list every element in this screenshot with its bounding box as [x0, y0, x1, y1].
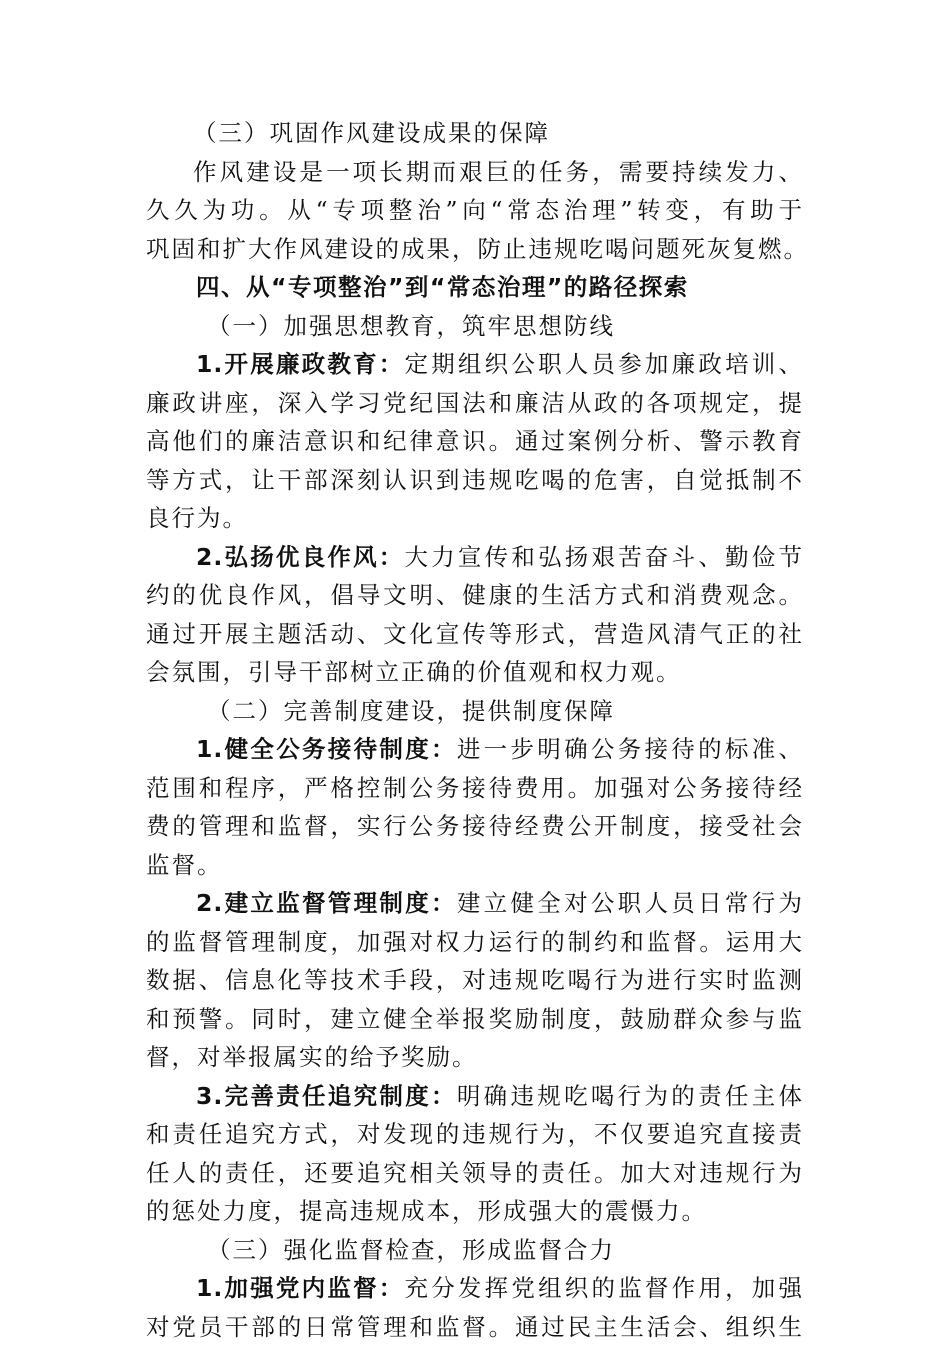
list-item — [146, 1269, 804, 1346]
subsection-heading: （一）加强思想教育，筑牢思想防线 — [146, 307, 804, 346]
paragraph-line: 良行为。 — [146, 499, 804, 538]
paragraph-line: 监督。 — [146, 846, 804, 885]
paragraph-line: 高他们的廉洁意识和纪律意识。通过案例分析、警示教育 — [146, 422, 804, 461]
list-item — [146, 538, 804, 692]
item-text: 定期组织公职人员参加廉政培训、 — [405, 350, 805, 378]
paragraph-line: 对党员干部的日常管理和监督。通过民主生活会、组织生 — [146, 1308, 804, 1346]
item-text: 明确违规吃喝行为的责任主体 — [457, 1082, 804, 1110]
paragraph-line: 约的优良作风，倡导文明、健康的生活方式和消费观念。 — [146, 576, 804, 615]
paragraph-line: 任人的责任，还要追究相关领导的责任。加大对违规行为 — [146, 1154, 804, 1193]
paragraph-line: 和预警。同时，建立健全举报奖励制度，鼓励群众参与监 — [146, 1000, 804, 1039]
item-title: 3.完善责任追究制度： — [196, 1082, 457, 1110]
paragraph-line: 会氛围，引导干部树立正确的价值观和权力观。 — [146, 653, 804, 692]
paragraph — [146, 153, 804, 269]
item-text: 进一步明确公务接待的标准、 — [457, 735, 804, 763]
list-item — [146, 1077, 804, 1231]
paragraph-line: 数据、信息化等技术手段，对违规吃喝行为进行实时监测 — [146, 961, 804, 1000]
paragraph-line: 久久为功。从“专项整治”向“常态治理”转变，有助于 — [146, 191, 804, 230]
paragraph-line: 作风建设是一项长期而艰巨的任务，需要持续发力、 — [146, 153, 804, 192]
section-heading: 四、从“专项整治”到“常态治理”的路径探索 — [146, 268, 804, 307]
paragraph-line — [146, 538, 804, 577]
paragraph-line — [146, 884, 804, 923]
paragraph-line — [146, 345, 804, 384]
paragraph-line: 的监督管理制度，加强对权力运行的制约和监督。运用大 — [146, 923, 804, 962]
paragraph-line: 的惩处力度，提高违规成本，形成强大的震慑力。 — [146, 1192, 804, 1231]
item-text: 大力宣传和弘扬艰苦奋斗、勤俭节 — [405, 543, 805, 571]
document-body — [146, 114, 804, 1346]
paragraph-line: 费的管理和监督，实行公务接待经费公开制度，接受社会 — [146, 807, 804, 846]
subsection-heading: （三）巩固作风建设成果的保障 — [146, 114, 804, 153]
item-title: 1.加强党内监督： — [196, 1274, 405, 1302]
item-text: 建立健全对公职人员日常行为 — [457, 889, 804, 917]
paragraph-line — [146, 1269, 804, 1308]
list-item — [146, 345, 804, 538]
paragraph-line: 通过开展主题活动、文化宣传等形式，营造风清气正的社 — [146, 615, 804, 654]
item-title: 2.建立监督管理制度： — [196, 889, 457, 917]
list-item — [146, 730, 804, 884]
paragraph-line: 巩固和扩大作风建设的成果，防止违规吃喝问题死灰复燃。 — [146, 230, 804, 269]
item-title: 2.弘扬优良作风： — [196, 543, 405, 571]
paragraph-line: 等方式，让干部深刻认识到违规吃喝的危害，自觉抵制不 — [146, 461, 804, 500]
paragraph-line: 廉政讲座，深入学习党纪国法和廉洁从政的各项规定，提 — [146, 384, 804, 423]
item-title: 1.健全公务接待制度： — [196, 735, 457, 763]
subsection-heading: （三）强化监督检查，形成监督合力 — [146, 1231, 804, 1270]
list-item — [146, 884, 804, 1077]
paragraph-line — [146, 730, 804, 769]
paragraph-line: 督，对举报属实的给予奖励。 — [146, 1038, 804, 1077]
item-text: 充分发挥党组织的监督作用，加强 — [405, 1274, 805, 1302]
subsection-heading: （二）完善制度建设，提供制度保障 — [146, 692, 804, 731]
paragraph-line — [146, 1077, 804, 1116]
item-title: 1.开展廉政教育： — [196, 350, 405, 378]
paragraph-line: 和责任追究方式，对发现的违规行为，不仅要追究直接责 — [146, 1115, 804, 1154]
paragraph-line: 范围和程序，严格控制公务接待费用。加强对公务接待经 — [146, 769, 804, 808]
